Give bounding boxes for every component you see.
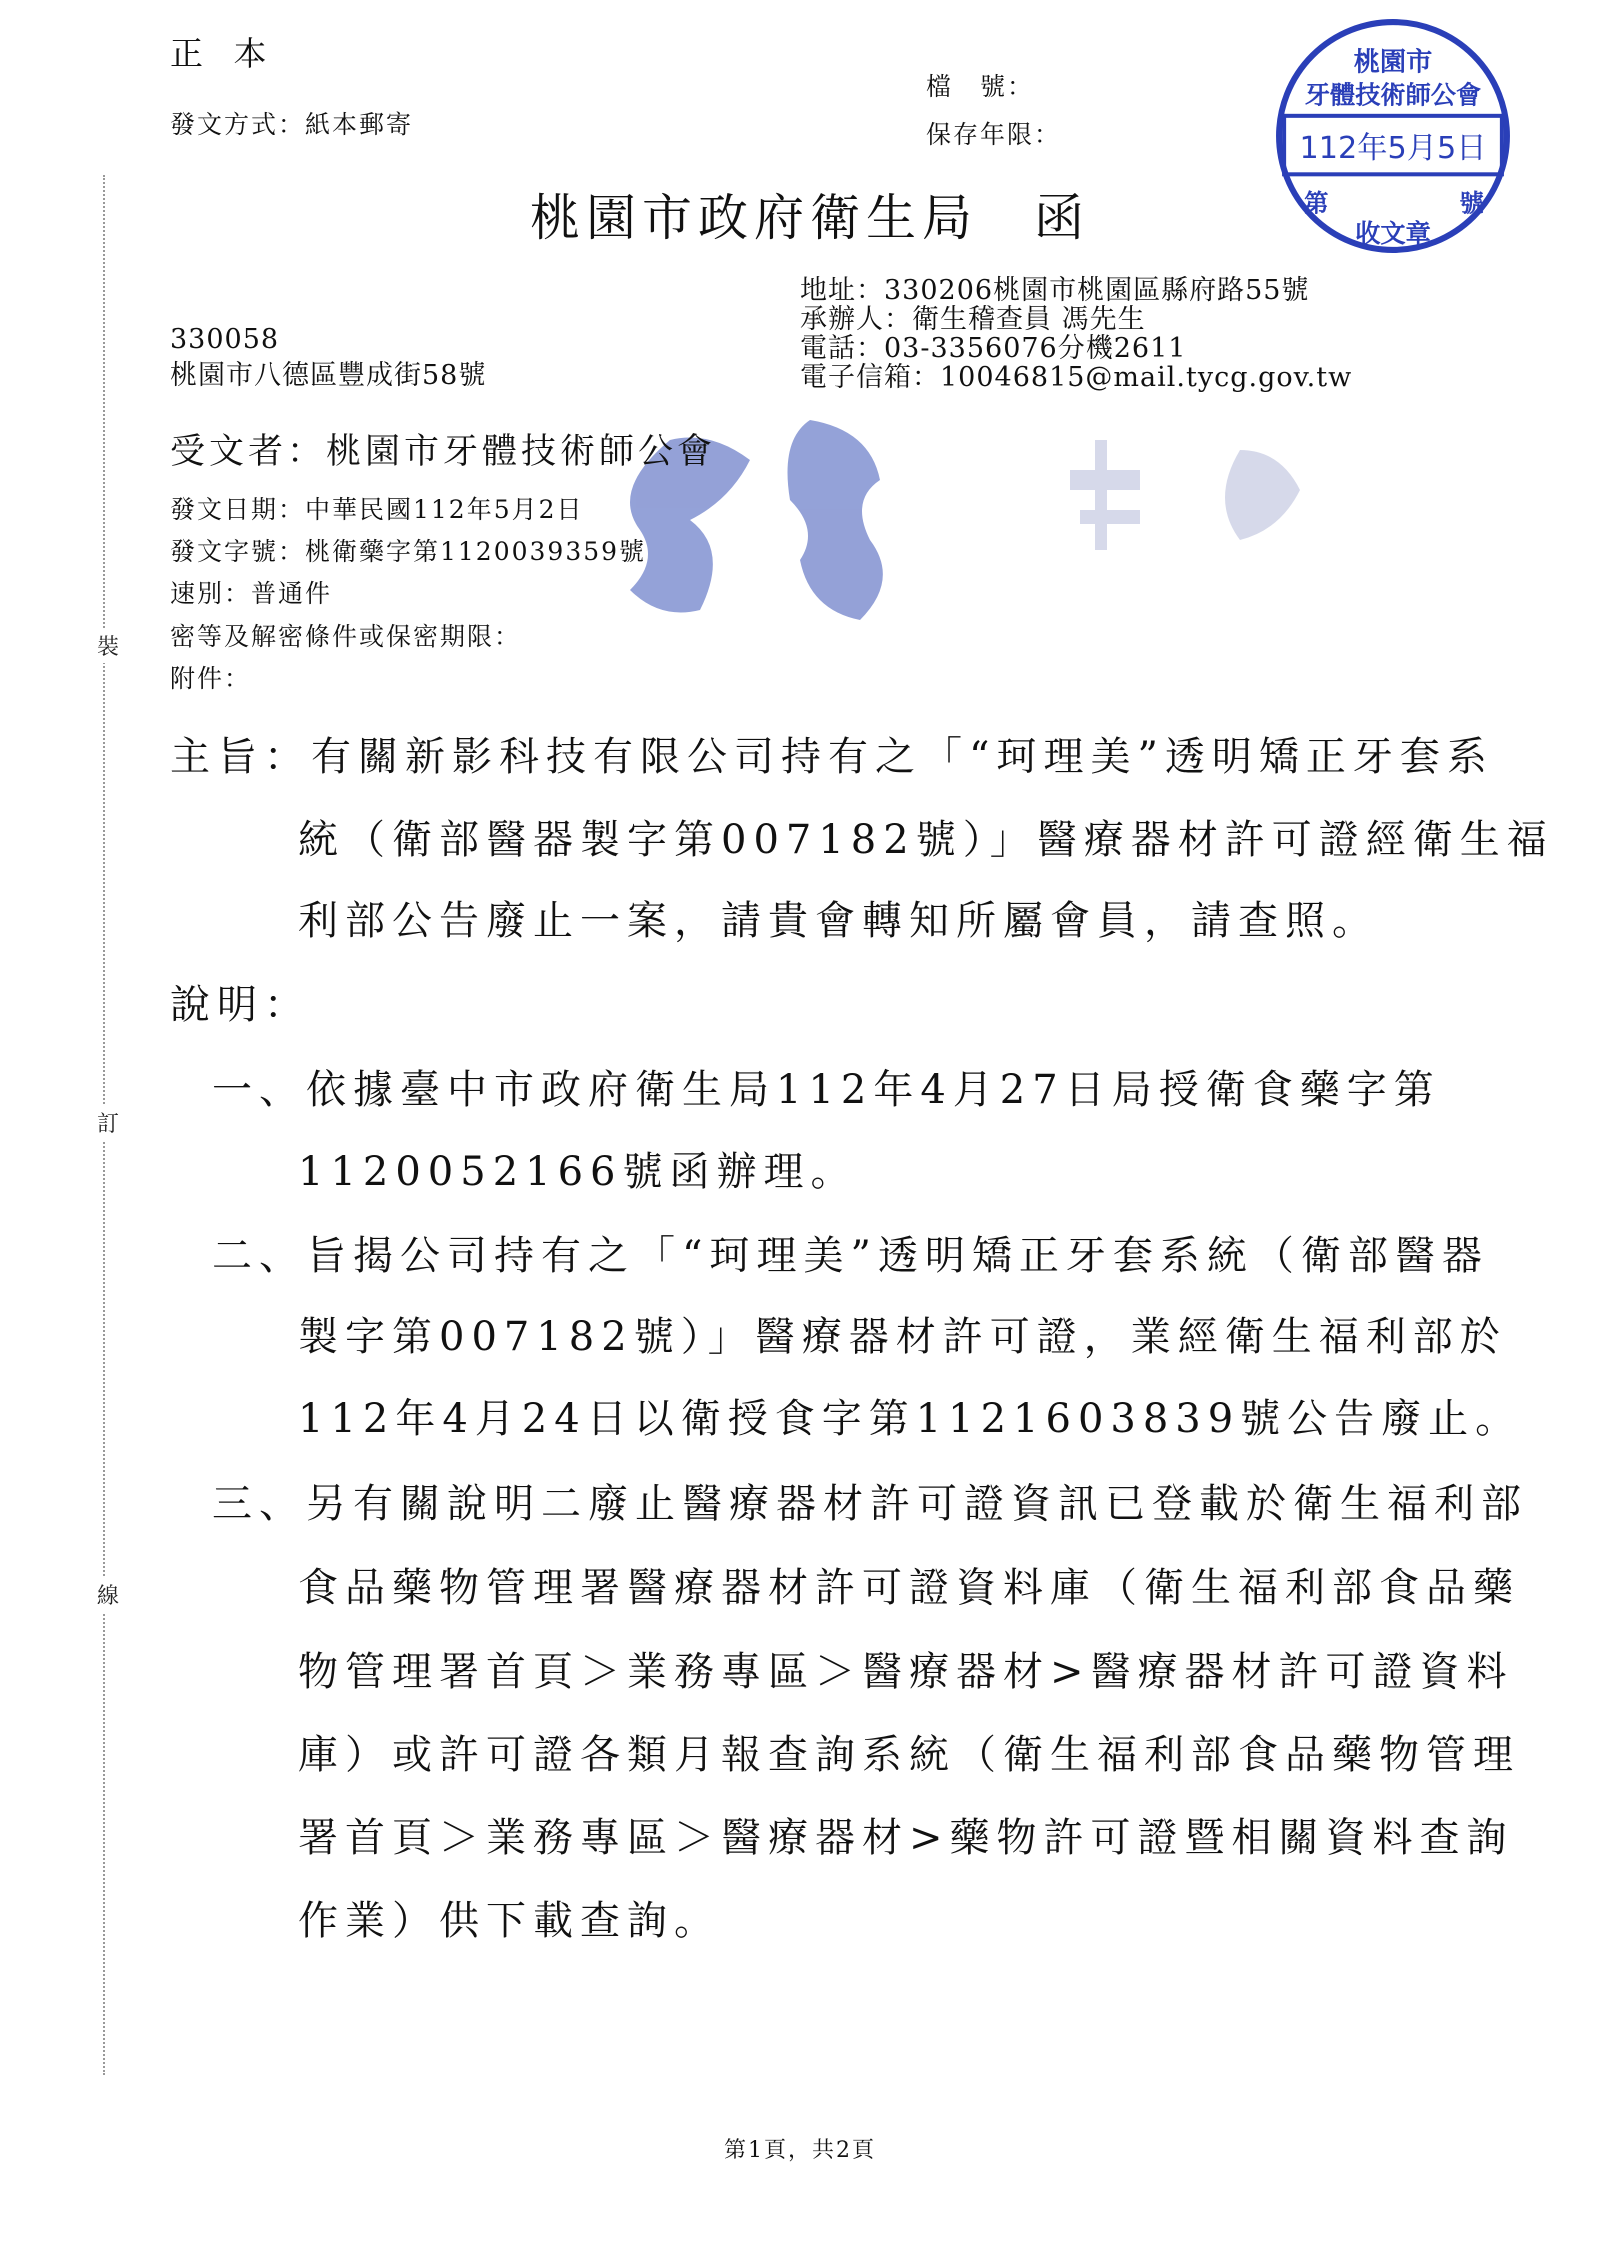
seal-date: 112年5月5日 <box>1299 131 1487 167</box>
secrecy-level: 密等及解密條件或保密期限： <box>170 622 522 651</box>
explanation-item-1-line-1: 一、依據臺中市政府衛生局112年4月27日局授衛食藥字第 <box>212 1067 1441 1113</box>
explanation-item-2-line-1: 二、旨揭公司持有之「“珂理美”透明矯正牙套系統（衛部醫器 <box>212 1233 1489 1279</box>
seal-no-right: 號 <box>1459 188 1484 218</box>
sender-phone: 電話：03-3356076分機2611 <box>800 333 1187 364</box>
subject-line-1: 主旨：有關新影科技有限公司持有之「“珂理美”透明矯正牙套系 <box>170 734 1494 780</box>
explanation-item-1-line-2: 1120052166號函辦理。 <box>298 1149 858 1195</box>
seal-line2: 牙體技術師公會 <box>1304 79 1482 110</box>
attachments: 附件： <box>170 664 252 693</box>
document-number: 發文字號：桃衛藥字第1120039359號 <box>170 537 647 566</box>
speed-class: 速別：普通件 <box>170 579 333 608</box>
copy-type: 正 本 <box>170 34 277 73</box>
subject-line-3: 利部公告廢止一案，請貴會轉知所屬會員，請查照。 <box>298 898 1379 944</box>
binding-mark-xian: 線 <box>97 1577 119 1612</box>
seal-no-left: 第 <box>1304 188 1329 218</box>
subject-line-2: 統（衛部醫器製字第007182號）」醫療器材許可證經衛生福 <box>298 817 1554 863</box>
explanation-item-3-line-6: 作業）供下載查詢。 <box>298 1898 721 1944</box>
explanation-item-3-line-4: 庫）或許可證各類月報查詢系統（衛生福利部食品藥物管理 <box>298 1732 1520 1778</box>
delivery-method: 發文方式：紙本郵寄 <box>170 110 414 139</box>
explanation-item-3-line-3: 物管理署首頁＞業務專區＞醫療器材>醫療器材許可證資料 <box>298 1649 1514 1695</box>
document-title: 桃園市政府衛生局 函 <box>530 189 1090 247</box>
explanation-heading: 說明： <box>170 982 311 1028</box>
received-seal <box>1272 15 1514 257</box>
explanation-item-3-line-2: 食品藥物管理署醫療器材許可證資料庫（衛生福利部食品藥 <box>298 1565 1520 1611</box>
page-number: 第1頁，共2頁 <box>724 2138 876 2163</box>
file-number-label: 檔 號： <box>926 72 1035 101</box>
explanation-item-3-line-1: 三、另有關說明二廢止醫療器材許可證資訊已登載於衛生福利部 <box>212 1481 1528 1527</box>
recipient-street: 桃園市八德區豐成街58號 <box>170 360 487 391</box>
explanation-item-2-line-3: 112年4月24日以衛授食字第1121603839號公告廢止。 <box>298 1396 1523 1442</box>
seal-line1: 桃園市 <box>1353 46 1433 78</box>
explanation-item-3-line-5: 署首頁＞業務專區＞醫療器材>藥物許可證暨相關資料查詢 <box>298 1815 1514 1861</box>
recipient-postcode: 330058 <box>170 324 280 355</box>
explanation-item-2-line-2: 製字第007182號）」醫療器材許可證，業經衛生福利部於 <box>298 1314 1507 1360</box>
issue-date: 發文日期：中華民國112年5月2日 <box>170 495 584 524</box>
sender-address: 地址：330206桃園市桃園區縣府路55號 <box>800 275 1310 306</box>
retention-period-label: 保存年限： <box>926 120 1062 149</box>
sender-handler: 承辦人：衛生稽查員 馮先生 <box>800 304 1146 335</box>
seal-bottom: 收文章 <box>1355 217 1431 248</box>
recipient: 受文者：桃園市牙體技術師公會 <box>170 432 717 472</box>
binding-mark-ding: 訂 <box>97 1105 119 1140</box>
official-stamp-impression <box>600 400 1400 640</box>
sender-email: 電子信箱：10046815@mail.tycg.gov.tw <box>800 362 1353 393</box>
binding-mark-zhuang: 裝 <box>97 628 119 663</box>
